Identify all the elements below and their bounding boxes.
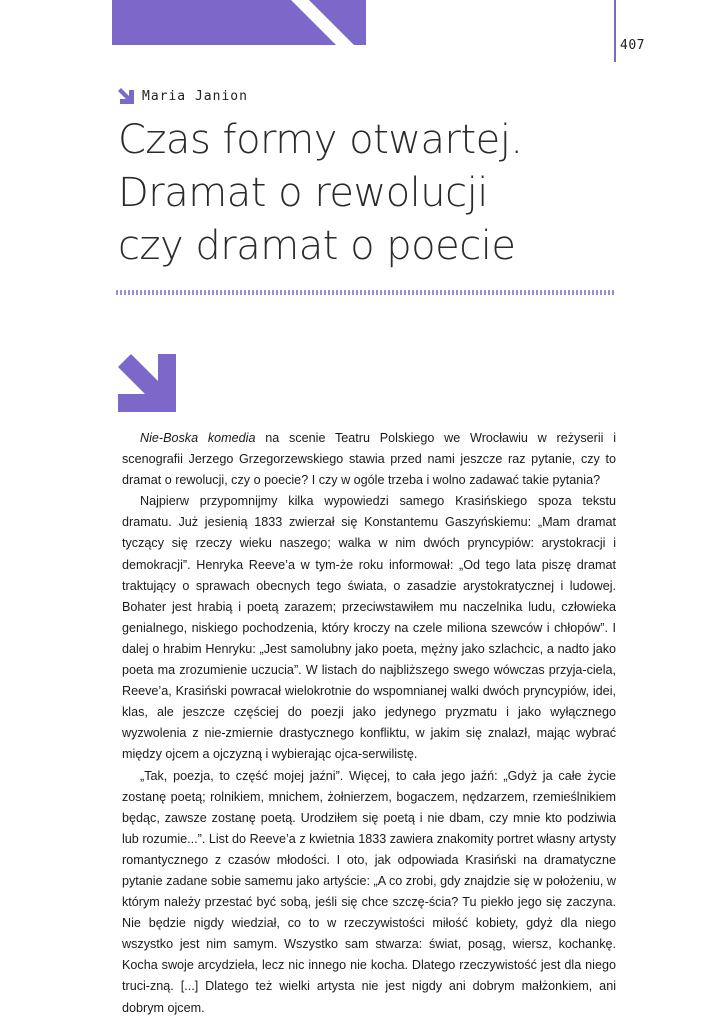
title-line-2: Dramat o rewolucji — [118, 170, 488, 216]
article-body — [122, 428, 616, 1019]
page-number: 407 — [620, 38, 645, 53]
paragraph-1 — [122, 428, 616, 491]
paragraph-2: Najpierw przypomnijmy kilka wypowiedzi samego Krasińskiego spoza tekstu dramatu. Już jesienią 1833 zwierzał się Konstantemu Gaszyńskiemu: „Mam dramat tyczący się rzeczy wieku naszego; walka w nim dwóch pryncypiów: arystokracji i demokracji”. Henryka Reeve’a w tym-że roku informował: „Od tego lata piszę dramat traktujący o sprawach obecnych tego świata, o zasadzie arystokratycznej i ludowej. Bohater jest hrabią i poetą zarazem; przeciwstawiłem mu naczelnika ludu, człowieka genialnego, niskiego pochodzenia, który kroczy na czele miliona szewców i chłopów”. I dalej o hrabim Henryku: „Jest samolubny jako poeta, mężny jako szlachcic, a nadto jako poeta ma zrozumienie uczucia”. W listach do najbliższego swego wówczas przyja-ciela, Reeve’a, Krasiński powracał wielokrotnie do wspomnianej walki dwóch pryncypiów, idei, klas, ale jeszcze częściej do poezji jako jedynego pryzmatu i jako wyłącznego wyzwolenia z nie-zmiernie drastycznego konfliktu, w jakim się znalazł, mając wybrać między ojcem a ojczyzną i wybierając ojca-serwilistę. — [122, 494, 616, 762]
margin-line — [614, 0, 616, 62]
paragraph-1-text: na scenie Teatru Polskiego we Wrocławiu w reżyserii i scenografii Jerzego Grzegorzewskiego stawia przed nami jeszcze raz pytanie, czy to dramat o rewolucji, czy o poecie? I czy w ogóle trzeba i wolno zadawać takie pytania? — [122, 431, 616, 488]
play-title: Nie-Boska komedia — [140, 431, 256, 445]
top-banner — [112, 0, 366, 45]
title-line-3: czy dramat o poecie — [118, 223, 516, 269]
big-arrow-down-right-icon — [118, 354, 176, 412]
arrow-down-right-icon — [118, 88, 134, 104]
dotted-divider — [116, 290, 614, 295]
article-title — [118, 114, 523, 273]
title-line-1: Czas formy otwartej. — [118, 117, 523, 163]
author-row — [118, 88, 248, 104]
paragraph-3: „Tak, poezja, to część mojej jaźni”. Więcej, to cała jego jaźń: „Gdyż ja całe życie zostanę poetą; rolnikiem, mnichem, żołnierzem, bogaczem, nędzarzem, rzemieślnikiem będąc, zawsze zostanę poetą. Urodziłem się poetą i nie dbam, czy mnie kto podziwia lub rozumie...”. List do Reeve’a z kwietnia 1833 zawiera znakomity portret własny artysty romantycznego z czasów młodości. I oto, jak odpowiada Krasiński na dramatyczne pytanie zadane sobie samemu jako artyście: „A co zrobi, gdy znajdzie się w położeniu, w którym należy przestać być sobą, jeśli się chce szczę-ścia? Tu piekło jego się zaczyna. Nie będzie nigdy wiedział, co to w rzeczywistości miłość kobiety, gdyż dla niego wszystko jest nim samym. Wszystko sam stwarza: świat, posąg, wiersz, kochankę. Kocha swoje arcydzieła, lecz nic innego nie kocha. Dlatego rzeczywistość jest dla niego truci-zną. [...] Dlatego też wielki artysta nie jest nigdy ani dobrym małżonkiem, ani dobrym ojcem. — [122, 768, 616, 1015]
author-name: Maria Janion — [142, 88, 248, 104]
